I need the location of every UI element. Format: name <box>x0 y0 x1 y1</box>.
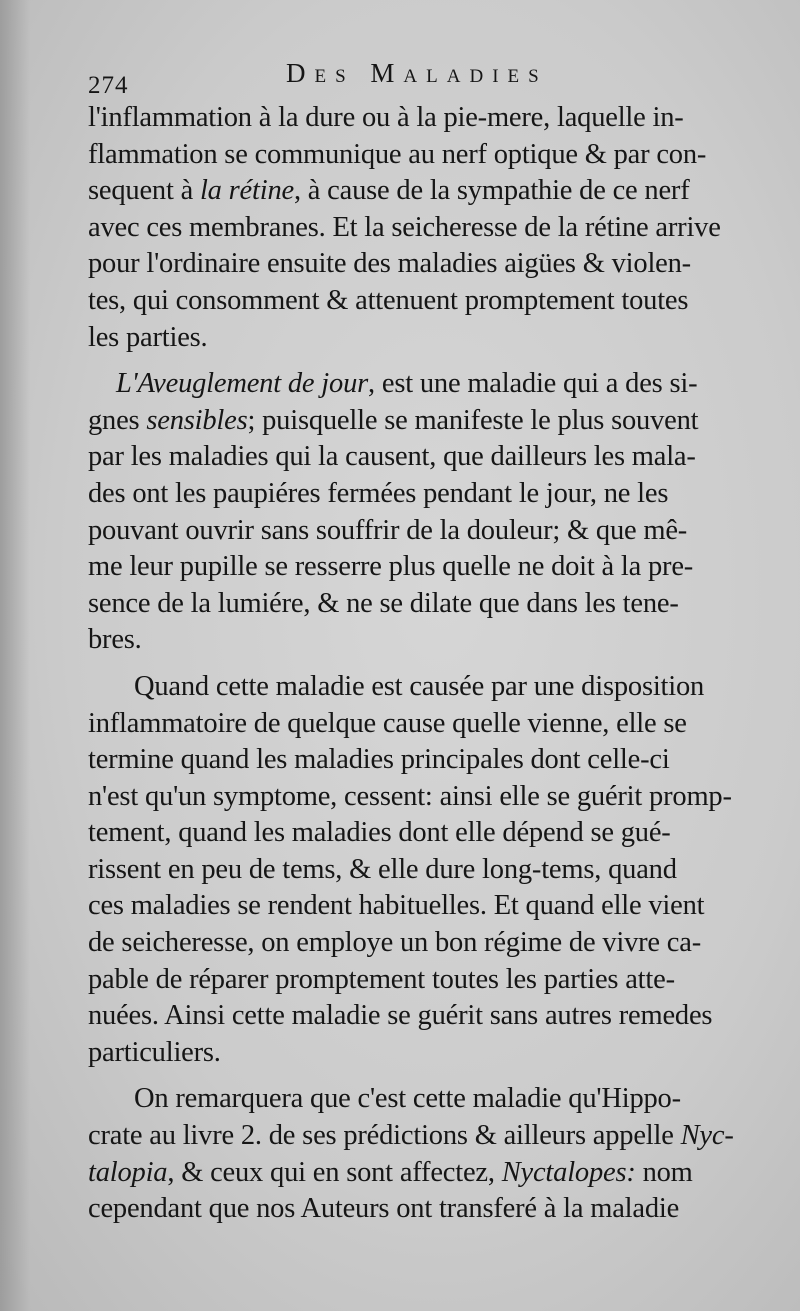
line-text: bres. <box>88 624 142 656</box>
text-line <box>88 439 788 476</box>
line-text: tes, qui consomment & attenuent promptement toutes <box>88 284 689 316</box>
text-line <box>88 320 788 357</box>
line-text: ces maladies se rendent habituelles. Et quand elle vient <box>88 890 705 922</box>
line-text: les parties. <box>88 321 208 353</box>
paragraph <box>88 669 788 1072</box>
line-text: nom <box>635 1156 693 1188</box>
paragraph <box>88 100 788 356</box>
italic-text: talopia <box>88 1156 168 1188</box>
text-line <box>88 1035 788 1072</box>
line-text: crate au livre 2. de ses prédictions & ailleurs appelle <box>88 1120 681 1152</box>
text-line <box>88 779 788 816</box>
page-number: 274 <box>88 72 129 99</box>
line-text: sequent à <box>88 175 200 207</box>
text-line <box>88 742 788 779</box>
text-line <box>88 283 788 320</box>
line-text: , est une maladie qui a des si- <box>368 368 698 400</box>
text-line <box>88 815 788 852</box>
line-text: l'inflammation à la dure ou à la pie-mere, laquelle in- <box>88 102 684 133</box>
line-text: particuliers. <box>88 1036 221 1068</box>
line-text: par les maladies qui la causent, que dailleurs les mala- <box>88 441 696 473</box>
line-text: pour l'ordinaire ensuite des maladies aigües & violen- <box>88 248 691 280</box>
text-line <box>88 706 788 743</box>
text-line <box>88 925 788 962</box>
italic-text: L'Aveuglement de jour <box>116 368 369 400</box>
text-line <box>88 998 788 1035</box>
text-line <box>88 962 788 999</box>
line-text: Quand cette maladie est causée par une disposition <box>134 670 705 702</box>
italic-text: Nyctalopes: <box>501 1156 636 1188</box>
italic-text: Nyc- <box>680 1120 734 1152</box>
line-text: tement, quand les maladies dont elle dépend se gué- <box>88 817 671 849</box>
text-line <box>88 403 788 440</box>
italic-text: la rétine <box>199 175 294 207</box>
line-text: de seicheresse, on employe un bon régime de vivre ca- <box>88 927 701 959</box>
line-text: gnes <box>88 404 147 436</box>
text-line <box>88 246 788 283</box>
line-text: des ont les paupiéres fermées pendant le jour, ne les <box>88 477 669 509</box>
line-text: sence de la lumiére, & ne se dilate que dans les tene- <box>88 587 679 619</box>
text-line <box>88 173 788 210</box>
line-text: termine quand les maladies principales dont celle-ci <box>88 744 670 776</box>
text-line <box>88 366 788 403</box>
line-text: me leur pupille se resserre plus quelle ne doit à la pre- <box>88 551 694 583</box>
line-text: nuées. Ainsi cette maladie se guérit sans autres remedes <box>88 1000 713 1032</box>
line-text: ; puisquelle se manifeste le plus souvent <box>247 404 699 436</box>
text-line <box>88 513 788 550</box>
text-line <box>88 1191 788 1228</box>
paragraph <box>88 1081 788 1227</box>
line-text: inflammatoire de quelque cause quelle vienne, elle se <box>88 707 687 739</box>
text-line <box>88 137 788 174</box>
text-line <box>88 210 788 247</box>
line-text: cependant que nos Auteurs ont transferé à la maladie <box>88 1193 680 1225</box>
line-text: , à cause de la sympathie de ce nerf <box>293 175 690 207</box>
running-title: Des Maladies <box>286 58 548 88</box>
line-text: pable de réparer promptement toutes les parties atte- <box>88 963 675 995</box>
line-text: avec ces membranes. Et la seicheresse de la rétine arrive <box>88 211 721 243</box>
text-line <box>88 100 788 137</box>
line-text: rissent en peu de tems, & elle dure long-tems, quand <box>88 853 677 885</box>
text-line <box>88 1081 788 1118</box>
text-line <box>88 852 788 889</box>
line-text: n'est qu'un symptome, cessent: ainsi elle se guérit promp- <box>88 780 732 812</box>
paragraph <box>88 366 788 659</box>
text-line <box>88 476 788 513</box>
page-gutter-shadow <box>0 0 30 1311</box>
text-line <box>88 1155 788 1192</box>
text-line <box>88 586 788 623</box>
text-line <box>88 669 788 706</box>
line-text: , & ceux qui en sont affectez, <box>167 1156 502 1188</box>
text-line <box>88 1118 788 1155</box>
italic-text: sensibles <box>146 404 248 436</box>
line-text: flammation se communique au nerf optique & par con- <box>88 138 707 170</box>
body-text <box>88 100 788 1228</box>
text-line <box>88 549 788 586</box>
page-header <box>88 58 688 98</box>
line-text: pouvant ouvrir sans souffrir de la douleur; & que mê- <box>88 514 688 546</box>
text-line <box>88 888 788 925</box>
line-text: On remarquera que c'est cette maladie qu'Hippo- <box>134 1083 681 1115</box>
text-line <box>88 622 788 659</box>
